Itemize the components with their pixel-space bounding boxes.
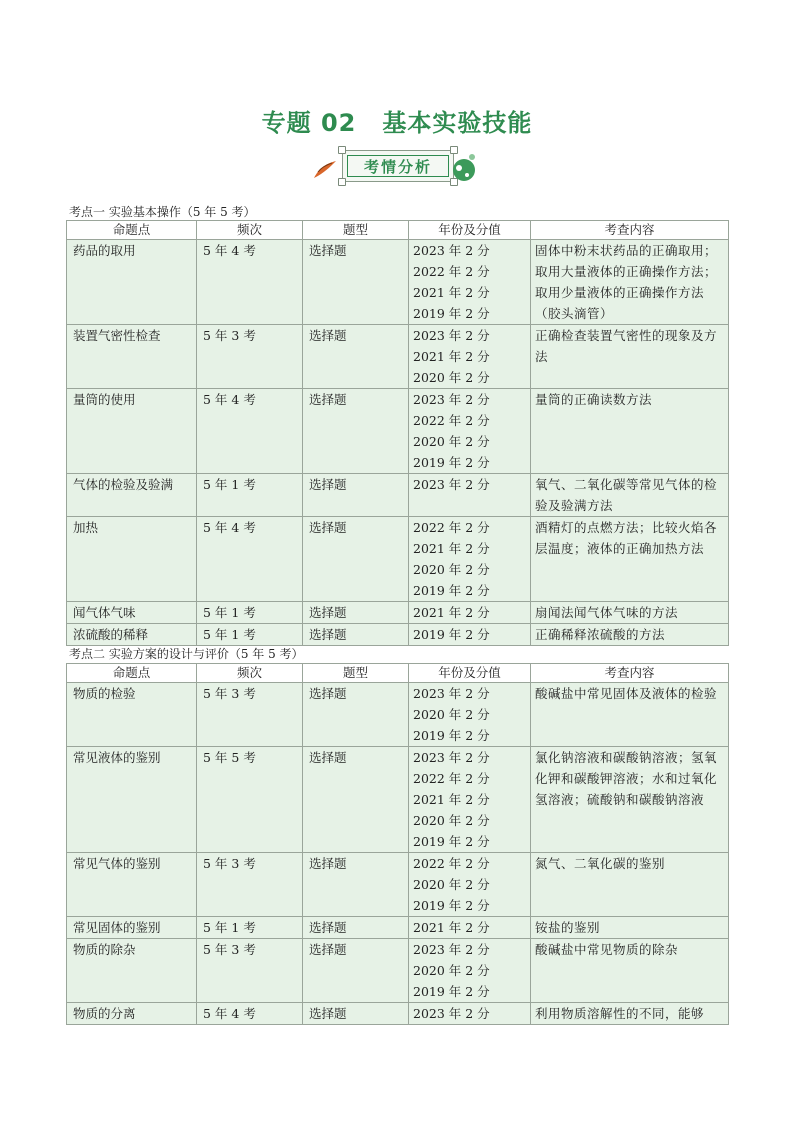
years-cell — [409, 624, 531, 646]
content-cell: 正确检查装置气密性的现象及方法 — [531, 325, 729, 389]
column-header: 频次 — [197, 221, 303, 240]
content-cell: 酒精灯的点燃方法；比较火焰各层温度；液体的正确加热方法 — [531, 517, 729, 602]
year-score: 2023 年 2 分 — [413, 328, 490, 343]
year-score: 2019 年 2 分 — [413, 834, 490, 849]
column-header: 题型 — [303, 221, 409, 240]
point-cell: 物质的分离 — [67, 1003, 197, 1025]
point-cell: 物质的除杂 — [67, 939, 197, 1003]
frequency-cell: 5 年 1 考 — [197, 474, 303, 517]
question-type-cell: 选择题 — [303, 853, 409, 917]
frequency-cell: 5 年 3 考 — [197, 683, 303, 747]
year-score: 2022 年 2 分 — [413, 413, 490, 428]
question-type-cell: 选择题 — [303, 683, 409, 747]
point-cell: 药品的取用 — [67, 240, 197, 325]
point-cell: 浓硫酸的稀释 — [67, 624, 197, 646]
column-header: 考查内容 — [531, 221, 729, 240]
column-header: 题型 — [303, 664, 409, 683]
years-cell — [409, 389, 531, 474]
question-type-cell: 选择题 — [303, 1003, 409, 1025]
year-score: 2023 年 2 分 — [413, 750, 490, 765]
year-score: 2019 年 2 分 — [413, 583, 490, 598]
table-row — [67, 517, 729, 602]
year-score: 2021 年 2 分 — [413, 792, 490, 807]
year-score: 2023 年 2 分 — [413, 392, 490, 407]
years-cell — [409, 939, 531, 1003]
table-row — [67, 240, 729, 325]
content-cell: 酸碱盐中常见固体及液体的检验 — [531, 683, 729, 747]
year-score: 2023 年 2 分 — [413, 942, 490, 957]
years-cell — [409, 683, 531, 747]
year-score: 2019 年 2 分 — [413, 455, 490, 470]
frequency-cell: 5 年 4 考 — [197, 517, 303, 602]
exam-table-1 — [66, 220, 729, 646]
table-row — [67, 602, 729, 624]
point-cell: 装置气密性检查 — [67, 325, 197, 389]
frequency-cell: 5 年 3 考 — [197, 853, 303, 917]
years-cell — [409, 474, 531, 517]
question-type-cell: 选择题 — [303, 389, 409, 474]
year-score: 2021 年 2 分 — [413, 349, 490, 364]
badge-label: 考情分析 — [347, 155, 449, 177]
section-title-1: 考点一 实验基本操作（5 年 5 考） — [69, 205, 256, 219]
frequency-cell: 5 年 4 考 — [197, 1003, 303, 1025]
years-cell — [409, 517, 531, 602]
point-cell: 加热 — [67, 517, 197, 602]
point-cell: 物质的检验 — [67, 683, 197, 747]
table-row — [67, 624, 729, 646]
years-cell — [409, 602, 531, 624]
content-cell: 固体中粉末状药品的正确取用；取用大量液体的正确操作方法；取用少量液体的正确操作方法（胶头滴管） — [531, 240, 729, 325]
year-score: 2021 年 2 分 — [413, 285, 490, 300]
frequency-cell: 5 年 3 考 — [197, 939, 303, 1003]
section-title-2: 考点二 实验方案的设计与评价（5 年 5 考） — [69, 647, 304, 661]
column-header: 命题点 — [67, 664, 197, 683]
column-header: 年份及分值 — [409, 664, 531, 683]
content-cell: 氮气、二氧化碳的鉴别 — [531, 853, 729, 917]
leaf-icon — [312, 158, 338, 180]
year-score: 2021 年 2 分 — [413, 920, 490, 935]
year-score: 2022 年 2 分 — [413, 520, 490, 535]
question-type-cell: 选择题 — [303, 325, 409, 389]
column-header: 命题点 — [67, 221, 197, 240]
table-row — [67, 747, 729, 853]
frequency-cell: 5 年 1 考 — [197, 624, 303, 646]
year-score: 2019 年 2 分 — [413, 984, 490, 999]
content-cell: 量筒的正确读数方法 — [531, 389, 729, 474]
table-row — [67, 939, 729, 1003]
year-score: 2023 年 2 分 — [413, 243, 490, 258]
question-type-cell: 选择题 — [303, 939, 409, 1003]
year-score: 2021 年 2 分 — [413, 541, 490, 556]
year-score: 2020 年 2 分 — [413, 963, 490, 978]
globe-icon — [450, 153, 478, 183]
question-type-cell: 选择题 — [303, 624, 409, 646]
frequency-cell: 5 年 1 考 — [197, 917, 303, 939]
title-subject: 基本实验技能 — [382, 109, 533, 137]
year-score: 2022 年 2 分 — [413, 771, 490, 786]
question-type-cell: 选择题 — [303, 517, 409, 602]
years-cell — [409, 240, 531, 325]
year-score: 2022 年 2 分 — [413, 264, 490, 279]
year-score: 2020 年 2 分 — [413, 434, 490, 449]
question-type-cell: 选择题 — [303, 747, 409, 853]
column-header: 频次 — [197, 664, 303, 683]
year-score: 2019 年 2 分 — [413, 898, 490, 913]
year-score: 2022 年 2 分 — [413, 856, 490, 871]
frequency-cell: 5 年 4 考 — [197, 240, 303, 325]
column-header: 考查内容 — [531, 664, 729, 683]
table-row — [67, 1003, 729, 1025]
table-row — [67, 474, 729, 517]
year-score: 2020 年 2 分 — [413, 707, 490, 722]
table-row — [67, 683, 729, 747]
frequency-cell: 5 年 3 考 — [197, 325, 303, 389]
question-type-cell: 选择题 — [303, 240, 409, 325]
year-score: 2020 年 2 分 — [413, 370, 490, 385]
content-cell: 氯化钠溶液和碳酸钠溶液；氢氧化钾和碳酸钾溶液；水和过氧化氢溶液；硫酸钠和碳酸钠溶液 — [531, 747, 729, 853]
year-score: 2023 年 2 分 — [413, 477, 490, 492]
years-cell — [409, 917, 531, 939]
point-cell: 常见固体的鉴别 — [67, 917, 197, 939]
content-cell: 扇闻法闻气体气味的方法 — [531, 602, 729, 624]
years-cell — [409, 747, 531, 853]
page-title — [0, 103, 794, 138]
year-score: 2023 年 2 分 — [413, 686, 490, 701]
table-row — [67, 853, 729, 917]
year-score: 2019 年 2 分 — [413, 627, 490, 642]
table-row — [67, 325, 729, 389]
content-cell: 氧气、二氧化碳等常见气体的检验及验满方法 — [531, 474, 729, 517]
content-cell: 酸碱盐中常见物质的除杂 — [531, 939, 729, 1003]
year-score: 2019 年 2 分 — [413, 728, 490, 743]
column-header: 年份及分值 — [409, 221, 531, 240]
point-cell: 常见气体的鉴别 — [67, 853, 197, 917]
year-score: 2019 年 2 分 — [413, 306, 490, 321]
years-cell — [409, 325, 531, 389]
section-badge — [342, 150, 454, 182]
point-cell: 量筒的使用 — [67, 389, 197, 474]
content-cell: 铵盐的鉴别 — [531, 917, 729, 939]
exam-table-2 — [66, 663, 729, 1025]
frequency-cell: 5 年 1 考 — [197, 602, 303, 624]
frequency-cell: 5 年 4 考 — [197, 389, 303, 474]
year-score: 2023 年 2 分 — [413, 1006, 490, 1021]
year-score: 2020 年 2 分 — [413, 877, 490, 892]
table-row — [67, 917, 729, 939]
years-cell — [409, 1003, 531, 1025]
question-type-cell: 选择题 — [303, 917, 409, 939]
year-score: 2020 年 2 分 — [413, 562, 490, 577]
table-row — [67, 389, 729, 474]
question-type-cell: 选择题 — [303, 602, 409, 624]
content-cell: 利用物质溶解性的不同，能够 — [531, 1003, 729, 1025]
title-topic: 专题 02 — [261, 109, 357, 137]
year-score: 2020 年 2 分 — [413, 813, 490, 828]
point-cell: 闻气体气味 — [67, 602, 197, 624]
content-cell: 正确稀释浓硫酸的方法 — [531, 624, 729, 646]
year-score: 2021 年 2 分 — [413, 605, 490, 620]
frequency-cell: 5 年 5 考 — [197, 747, 303, 853]
point-cell: 气体的检验及验满 — [67, 474, 197, 517]
point-cell: 常见液体的鉴别 — [67, 747, 197, 853]
question-type-cell: 选择题 — [303, 474, 409, 517]
years-cell — [409, 853, 531, 917]
